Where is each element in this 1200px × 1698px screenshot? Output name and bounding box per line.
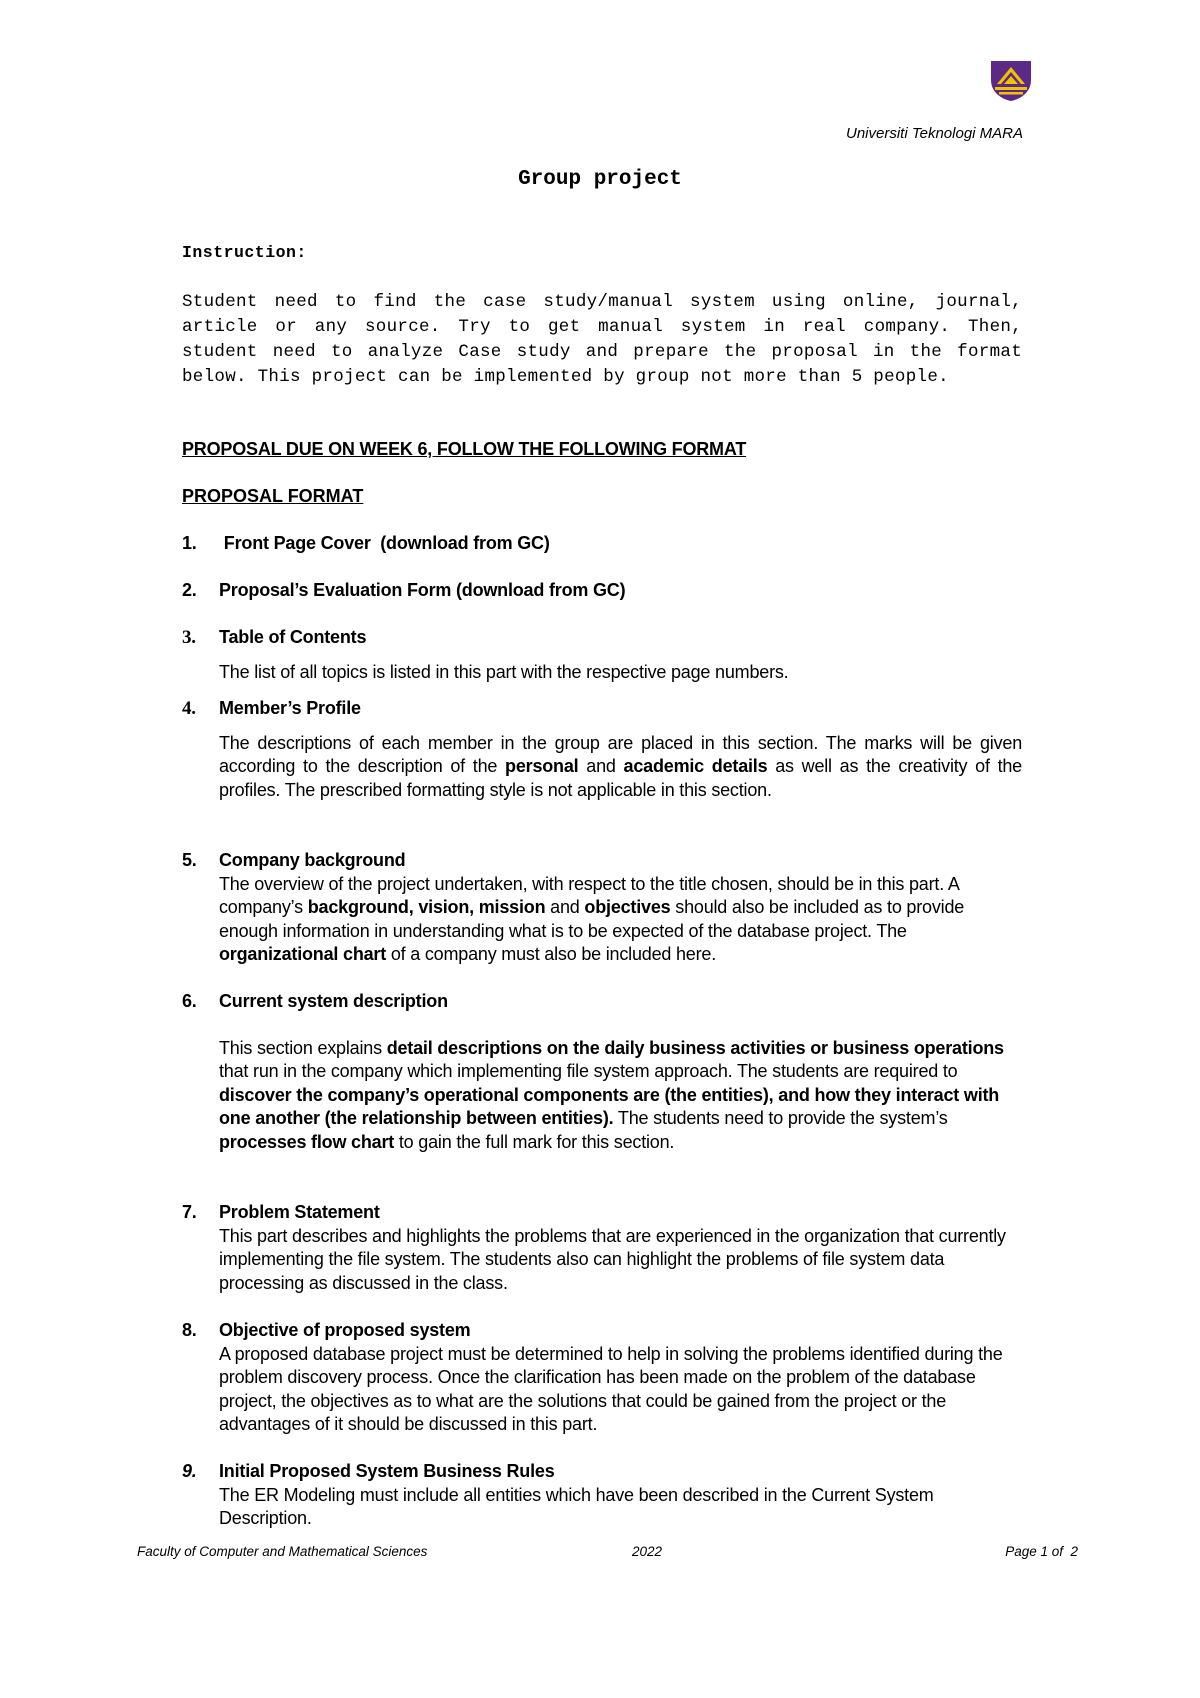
instruction-text: Student need to find the case study/manual system using online, journal, article or any source. Try to get manual system in real company. Then, student need to analyze Case study and prepare the proposal in the format below. This project can be implemented by group not more than 5 people.	[182, 292, 1022, 387]
section-6	[182, 990, 1022, 1154]
section-body: This section explains detail descriptions on the daily business activities or business operations that run in the company which implementing file system approach. The students are required to discover the company’s operational components are (the entities), and how they interact with one another (the relationship between entities). The students need to provide the system’s processes flow chart to gain the full mark for this section.	[219, 1037, 1004, 1152]
footer-year: 2022	[632, 1544, 663, 1559]
section-7	[182, 1201, 1022, 1295]
section-number: 5.	[182, 850, 197, 870]
section-2	[182, 579, 1022, 603]
section-number: 4.	[182, 698, 196, 719]
uitm-logo	[987, 58, 1035, 102]
section-body: A proposed database project must be determined to help in solving the problems identified during the problem discovery process. Once the clarification has been made on the problem of the database project, the objectives as to what are the solutions that could be gained from the project or the advantages of it should be discussed in this part.	[219, 1343, 1003, 1434]
section-number: 3.	[182, 627, 196, 648]
section-title: Initial Proposed System Business Rules	[219, 1461, 555, 1481]
section-number: 7.	[182, 1202, 197, 1222]
section-title: Member’s Profile	[219, 698, 361, 718]
section-title: Objective of proposed system	[219, 1320, 471, 1340]
section-body: The list of all topics is listed in this part with the respective page numbers.	[219, 661, 789, 682]
footer-page-number: Page 1 of 2	[1005, 1544, 1078, 1559]
section-4	[182, 697, 1022, 802]
section-8	[182, 1319, 1022, 1437]
section-title: Front Page Cover (download from GC)	[219, 533, 550, 553]
format-heading: PROPOSAL FORMAT	[182, 486, 364, 506]
section-number: 9.	[182, 1461, 197, 1481]
due-heading: PROPOSAL DUE ON WEEK 6, FOLLOW THE FOLLOWING FORMAT	[182, 439, 747, 459]
section-5	[182, 849, 1022, 967]
section-title: Current system description	[219, 991, 448, 1011]
page-title: Group project	[518, 168, 682, 191]
section-body: This part describes and highlights the problems that are experienced in the organization that currently implementing the file system. The students also can highlight the problems of file system data processing as discussed in the class.	[219, 1225, 1006, 1293]
university-name: Universiti Teknologi MARA	[845, 125, 1023, 142]
section-body: The descriptions of each member in the group are placed in this section. The marks will be given according to the description of the personal and academic details as well as the creativity of the profiles. The prescribed formatting style is not applicable in this section.	[219, 732, 1022, 800]
section-title: Proposal’s Evaluation Form (download from GC)	[219, 580, 626, 600]
section-1	[182, 532, 1022, 556]
section-number: 6.	[182, 991, 197, 1011]
instruction-label: Instruction:	[182, 243, 307, 262]
section-number: 8.	[182, 1320, 197, 1340]
section-9	[182, 1460, 1022, 1531]
section-body: The overview of the project undertaken, with respect to the title chosen, should be in this part. A company’s background, vision, mission and objectives should also be included as to provide enough information in understanding what is to be expected of the database project. The organizational chart of a company must also be included here.	[219, 873, 965, 964]
section-title: Company background	[219, 850, 406, 870]
section-title: Table of Contents	[219, 627, 367, 647]
footer-faculty: Faculty of Computer and Mathematical Sciences	[137, 1544, 428, 1559]
section-3	[182, 626, 1022, 684]
section-number: 1.	[182, 533, 197, 553]
section-title: Problem Statement	[219, 1202, 380, 1222]
section-body: The ER Modeling must include all entities which have been described in the Current System Description.	[219, 1484, 934, 1528]
section-number: 2.	[182, 580, 197, 600]
